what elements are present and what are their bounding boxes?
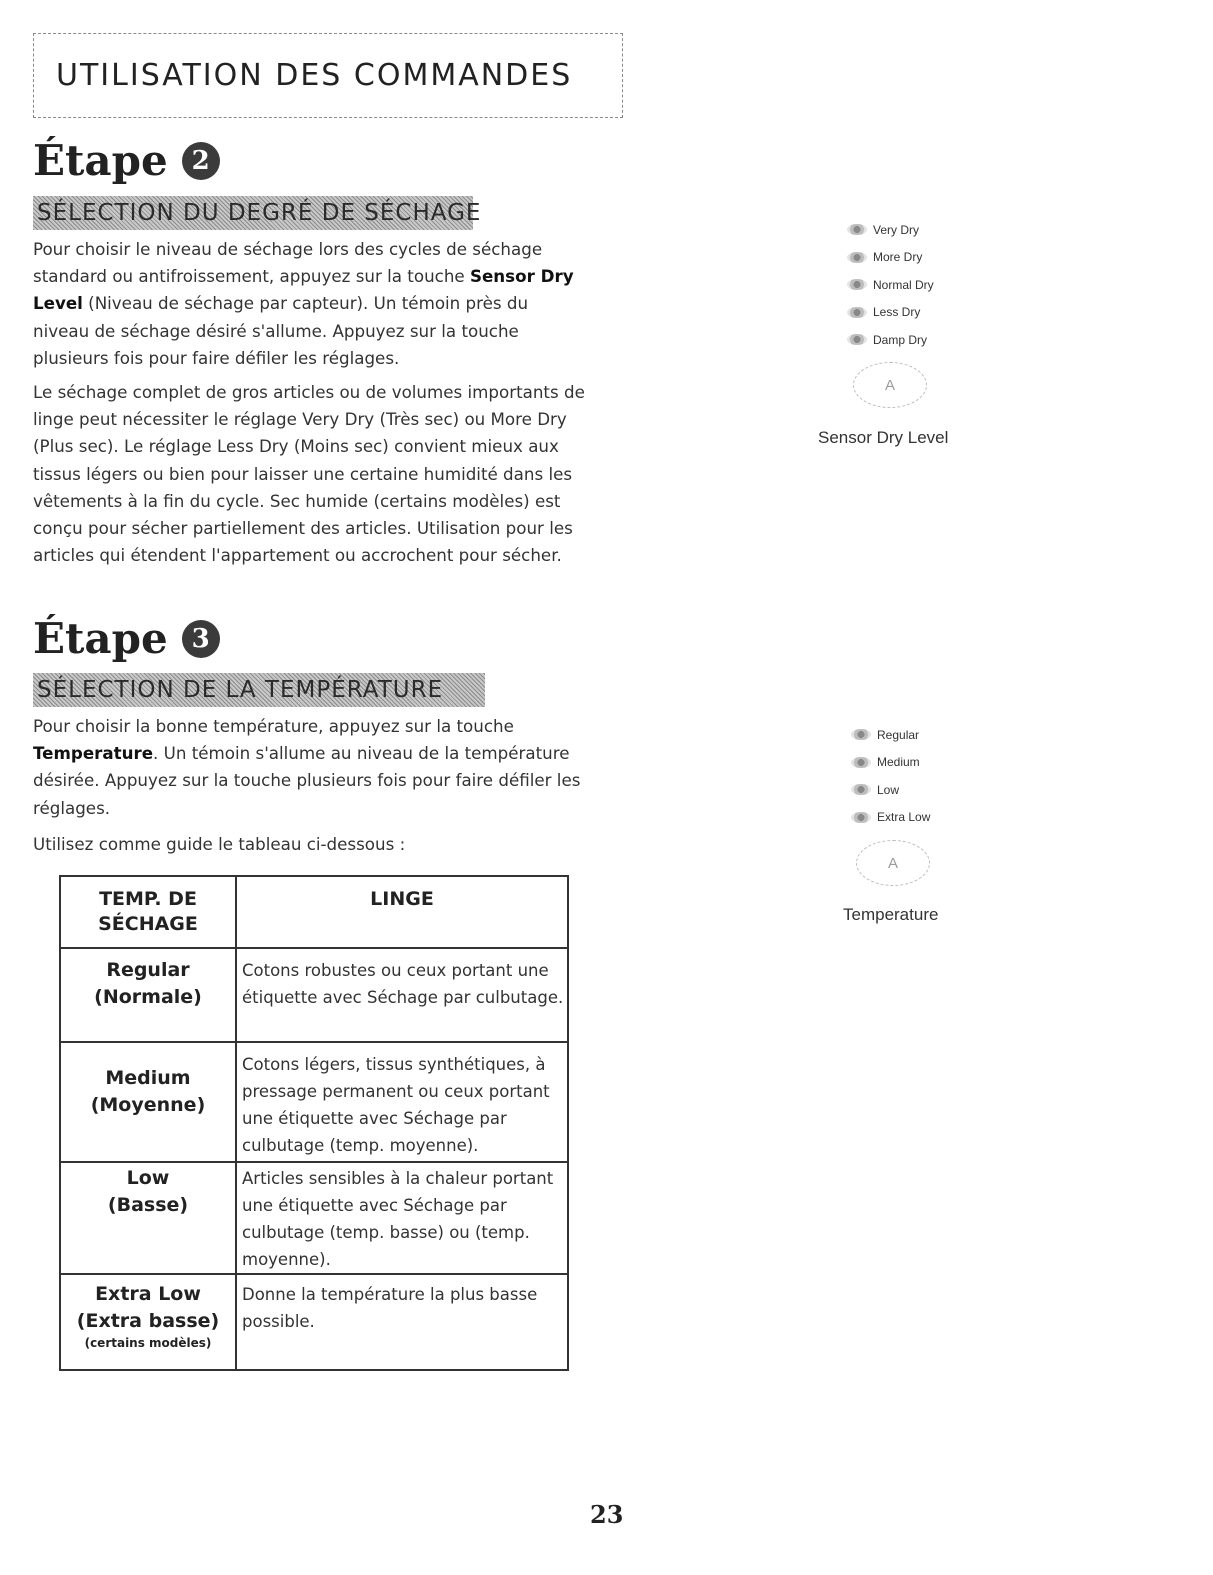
- temp-option-label: Medium: [877, 755, 920, 770]
- table-row: [60, 1162, 568, 1274]
- step-2-section-title: SÉLECTION DU DEGRÉ DE SÉCHAGE: [33, 196, 473, 230]
- page-title: UTILISATION DES COMMANDES: [56, 58, 573, 93]
- sensor-dry-level-label: Sensor Dry Level: [818, 428, 949, 447]
- sensor-dry-level-button-icon: A: [853, 362, 927, 408]
- indicator-light-icon: [847, 252, 867, 263]
- temp-name: Regular: [106, 959, 190, 981]
- temp-name-alt: (Basse): [107, 1194, 189, 1216]
- dry-option-label: Normal Dry: [873, 277, 934, 292]
- temp-option-label: Regular: [877, 727, 920, 742]
- step-3-p1-text-a: Pour choisir la bonne température, appuyez sur la touche: [33, 716, 514, 736]
- sensor-dry-level-panel: [847, 216, 934, 354]
- table-row: [60, 1274, 568, 1370]
- step-2-number-icon: 2: [182, 142, 220, 180]
- dry-option-very-dry: [847, 216, 934, 244]
- indicator-light-icon: [847, 279, 867, 290]
- table-header-linen: LINGE: [236, 876, 568, 948]
- step-2-word: Étape: [33, 136, 168, 185]
- dry-option-normal-dry: [847, 271, 934, 299]
- indicator-light-icon: [851, 757, 871, 768]
- temp-option-medium: [851, 749, 930, 777]
- dry-option-more-dry: [847, 244, 934, 272]
- linen-desc-cell: Cotons robustes ou ceux portant une étiquette avec Séchage par culbutage.: [236, 948, 568, 1042]
- dry-option-label: Damp Dry: [873, 332, 928, 347]
- temp-name-alt: (Moyenne): [90, 1094, 206, 1116]
- step-2-heading: [33, 136, 220, 185]
- temp-name-alt: (Normale): [94, 986, 202, 1008]
- step-2-p1-text-a: Pour choisir le niveau de séchage lors des cycles de séchage standard ou antifroissement, appuyez sur la touche: [33, 239, 543, 287]
- indicator-light-icon: [847, 334, 867, 345]
- step-3-paragraph-1: [33, 713, 588, 822]
- dry-option-less-dry: [847, 299, 934, 327]
- step-3-section-title: SÉLECTION DE LA TEMPÉRATURE: [33, 673, 485, 707]
- linen-desc-cell: Donne la température la plus basse possible.: [236, 1274, 568, 1370]
- temp-name-cell: [60, 1042, 236, 1162]
- linen-desc-cell: Cotons légers, tissus synthétiques, à pressage permanent ou ceux portant une étiquette avec Séchage par culbutage (temp. moyenne).: [236, 1042, 568, 1162]
- table-row: [60, 1042, 568, 1162]
- temp-name: Low: [126, 1167, 170, 1189]
- step-2-p1-text-b: (Niveau de séchage par capteur). Un témoin près du niveau de séchage désiré s'allume. Appuyez sur la touche plusieurs fois pour faire défiler les réglages.: [33, 293, 529, 368]
- table-header-row: [60, 876, 568, 948]
- step-3-p1-bold: Temperature: [33, 743, 154, 764]
- table-header-temp: TEMP. DE SÉCHAGE: [60, 876, 236, 948]
- step-3-word: Étape: [33, 614, 168, 663]
- temperature-label: Temperature: [843, 905, 939, 924]
- temperature-panel: [851, 721, 930, 831]
- temp-name-alt: (Extra basse): [76, 1310, 220, 1332]
- indicator-light-icon: [851, 812, 871, 823]
- step-3-number-icon: 3: [182, 620, 220, 658]
- indicator-light-icon: [851, 729, 871, 740]
- temperature-button-icon: A: [856, 840, 930, 886]
- temp-option-regular: [851, 721, 930, 749]
- temp-name-note: (certains modèles): [84, 1336, 212, 1350]
- indicator-light-icon: [851, 784, 871, 795]
- temp-option-label: Low: [877, 782, 900, 797]
- table-row: [60, 948, 568, 1042]
- step-2-p1-bold: Sensor Dry Level: [33, 266, 574, 314]
- dry-option-label: Less Dry: [873, 305, 921, 320]
- temperature-guide-table: [59, 875, 569, 1371]
- temp-option-low: [851, 776, 930, 804]
- temp-name-cell: [60, 1274, 236, 1370]
- page-number: 23: [590, 1500, 624, 1529]
- dry-option-damp-dry: [847, 326, 934, 354]
- step-3-p1-text-b: . Un témoin s'allume au niveau de la température désirée. Appuyez sur la touche plusieurs fois pour faire défiler les réglages.: [33, 743, 581, 818]
- temp-name-cell: [60, 1162, 236, 1274]
- step-3-heading: [33, 614, 220, 663]
- temp-name: Extra Low: [95, 1283, 201, 1305]
- temp-name-cell: [60, 948, 236, 1042]
- step-2-paragraph-1: [33, 236, 588, 372]
- step-3-paragraph-2: Utilisez comme guide le tableau ci-dessous :: [33, 834, 406, 854]
- indicator-light-icon: [847, 224, 867, 235]
- temp-option-label: Extra Low: [877, 810, 931, 825]
- dry-option-label: Very Dry: [873, 222, 920, 237]
- linen-desc-cell: Articles sensibles à la chaleur portant une étiquette avec Séchage par culbutage (temp. basse) ou (temp. moyenne).: [236, 1162, 568, 1274]
- indicator-light-icon: [847, 307, 867, 318]
- temp-option-extra-low: [851, 804, 930, 832]
- dry-option-label: More Dry: [873, 250, 923, 265]
- temp-name: Medium: [105, 1067, 191, 1089]
- step-2-paragraph-2: Le séchage complet de gros articles ou de volumes importants de linge peut nécessiter le réglage Very Dry (Très sec) ou More Dry (Plus sec). Le réglage Less Dry (Moins sec) convient mieux aux tissus légers ou bien pour laisser une certaine humidité dans les vêtements à la fin du cycle. Sec humide (certains modèles) est conçu pour sécher partiellement des articles. Utilisation pour les articles qui étendent l'appartement ou accrochent pour sécher.: [33, 382, 585, 566]
